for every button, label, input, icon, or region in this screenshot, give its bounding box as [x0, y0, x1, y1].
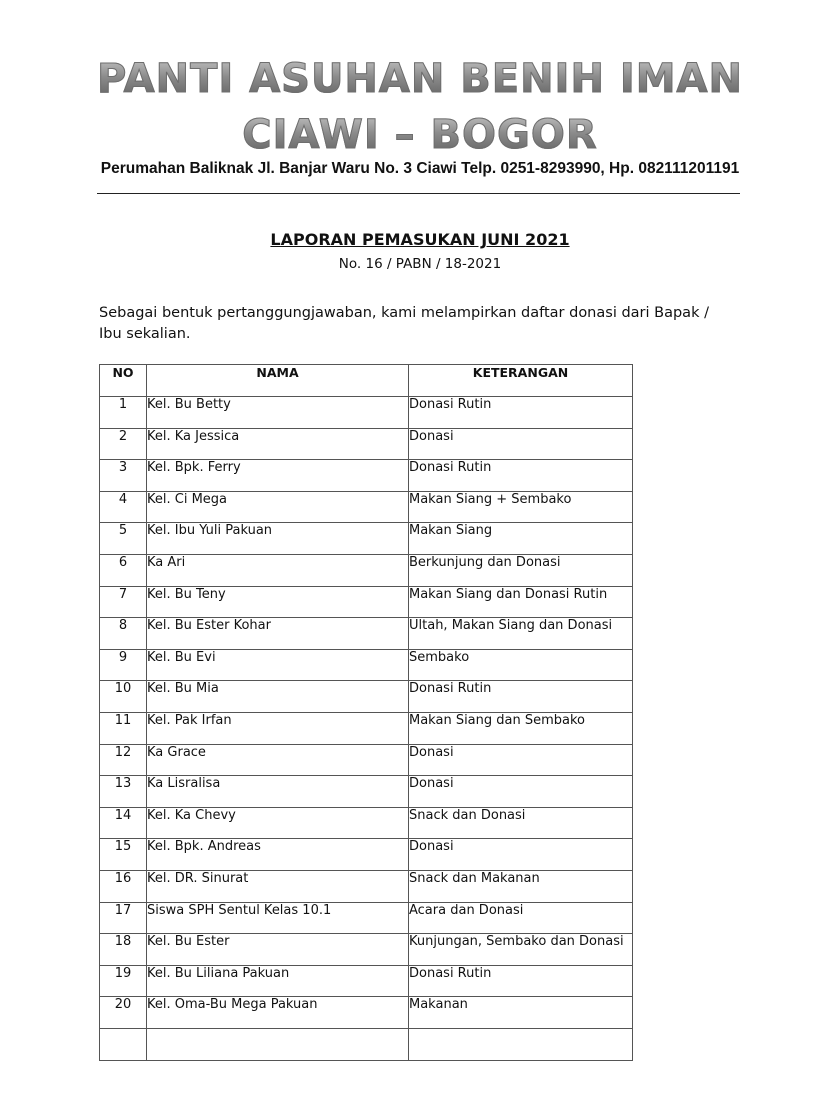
row-keterangan: Donasi Rutin [409, 397, 633, 429]
row-nama: Kel. DR. Sinurat [147, 870, 409, 902]
row-number: 16 [100, 870, 147, 902]
row-keterangan: Makan Siang dan Sembako [409, 712, 633, 744]
empty-cell [100, 1028, 147, 1060]
empty-cell [409, 1028, 633, 1060]
donation-table [99, 364, 633, 1061]
row-keterangan: Makan Siang [409, 523, 633, 555]
row-keterangan: Snack dan Donasi [409, 807, 633, 839]
row-keterangan: Kunjungan, Sembako dan Donasi [409, 934, 633, 966]
row-number: 20 [100, 997, 147, 1029]
table-row [100, 997, 633, 1029]
row-nama: Kel. Ci Mega [147, 491, 409, 523]
table-row [100, 807, 633, 839]
row-keterangan: Donasi Rutin [409, 965, 633, 997]
row-nama: Kel. Ka Chevy [147, 807, 409, 839]
header-keterangan: KETERANGAN [409, 365, 633, 397]
row-nama: Kel. Bu Betty [147, 397, 409, 429]
table-row [100, 428, 633, 460]
intro-paragraph: Sebagai bentuk pertanggungjawaban, kami melampirkan daftar donasi dari Bapak / Ibu sekalian. [99, 305, 709, 342]
row-nama: Kel. Bu Ester Kohar [147, 618, 409, 650]
row-nama: Kel. Bu Ester [147, 934, 409, 966]
row-number: 1 [100, 397, 147, 429]
row-number: 15 [100, 839, 147, 871]
table-row [100, 934, 633, 966]
row-number: 2 [100, 428, 147, 460]
row-keterangan: Snack dan Makanan [409, 870, 633, 902]
row-nama: Kel. Oma-Bu Mega Pakuan [147, 997, 409, 1029]
row-keterangan: Makan Siang + Sembako [409, 491, 633, 523]
row-nama: Kel. Bpk. Ferry [147, 460, 409, 492]
row-number: 3 [100, 460, 147, 492]
row-number: 14 [100, 807, 147, 839]
report-number: No. 16 / PABN / 18-2021 [338, 256, 502, 272]
row-keterangan: Makan Siang dan Donasi Rutin [409, 586, 633, 618]
row-nama: Kel. Bpk. Andreas [147, 839, 409, 871]
row-nama: Kel. Bu Evi [147, 649, 409, 681]
table-row [100, 839, 633, 871]
report-title: LAPORAN PEMASUKAN JUNI 2021 [270, 230, 570, 249]
row-number: 5 [100, 523, 147, 555]
row-number: 9 [100, 649, 147, 681]
row-nama: Kel. Bu Mia [147, 681, 409, 713]
table-header-row [100, 365, 633, 397]
row-number: 18 [100, 934, 147, 966]
row-number: 8 [100, 618, 147, 650]
empty-cell [147, 1028, 409, 1060]
row-number: 7 [100, 586, 147, 618]
row-nama: Ka Ari [147, 554, 409, 586]
row-nama: Kel. Ibu Yuli Pakuan [147, 523, 409, 555]
org-address: Perumahan Baliknak Jl. Banjar Waru No. 3 Ciawi Telp. 0251-8293990, Hp. 082111201191 [100, 160, 740, 177]
row-nama: Ka Grace [147, 744, 409, 776]
row-keterangan: Donasi [409, 776, 633, 808]
row-number: 6 [100, 554, 147, 586]
org-name-line1: PANTI ASUHAN BENIH IMAN [0, 55, 840, 103]
table-row [100, 460, 633, 492]
row-keterangan: Makanan [409, 997, 633, 1029]
row-number: 10 [100, 681, 147, 713]
row-keterangan: Ultah, Makan Siang dan Donasi [409, 618, 633, 650]
table-row [100, 744, 633, 776]
row-number: 4 [100, 491, 147, 523]
header-divider [97, 193, 740, 194]
row-nama: Kel. Bu Teny [147, 586, 409, 618]
row-number: 19 [100, 965, 147, 997]
row-keterangan: Donasi Rutin [409, 681, 633, 713]
header-nama: NAMA [147, 365, 409, 397]
table-row [100, 965, 633, 997]
table-row [100, 712, 633, 744]
table-row [100, 586, 633, 618]
row-nama: Kel. Ka Jessica [147, 428, 409, 460]
row-nama: Kel. Bu Liliana Pakuan [147, 965, 409, 997]
table-row [100, 870, 633, 902]
row-keterangan: Sembako [409, 649, 633, 681]
row-keterangan: Donasi [409, 428, 633, 460]
row-nama: Kel. Pak Irfan [147, 712, 409, 744]
table-row [100, 491, 633, 523]
row-keterangan: Acara dan Donasi [409, 902, 633, 934]
row-nama: Siswa SPH Sentul Kelas 10.1 [147, 902, 409, 934]
row-keterangan: Donasi [409, 744, 633, 776]
table-row [100, 776, 633, 808]
table-row [100, 554, 633, 586]
empty-row [100, 1028, 633, 1060]
table-row [100, 681, 633, 713]
row-number: 17 [100, 902, 147, 934]
row-number: 13 [100, 776, 147, 808]
header-no: NO [100, 365, 147, 397]
row-number: 12 [100, 744, 147, 776]
row-nama: Ka Lisralisa [147, 776, 409, 808]
row-number: 11 [100, 712, 147, 744]
table-row [100, 397, 633, 429]
row-keterangan: Donasi Rutin [409, 460, 633, 492]
row-keterangan: Donasi [409, 839, 633, 871]
table-row [100, 523, 633, 555]
table-row [100, 618, 633, 650]
table-body [100, 397, 633, 1061]
table-row [100, 649, 633, 681]
table-row [100, 902, 633, 934]
org-name-line2: CIAWI – BOGOR [0, 111, 840, 159]
row-keterangan: Berkunjung dan Donasi [409, 554, 633, 586]
